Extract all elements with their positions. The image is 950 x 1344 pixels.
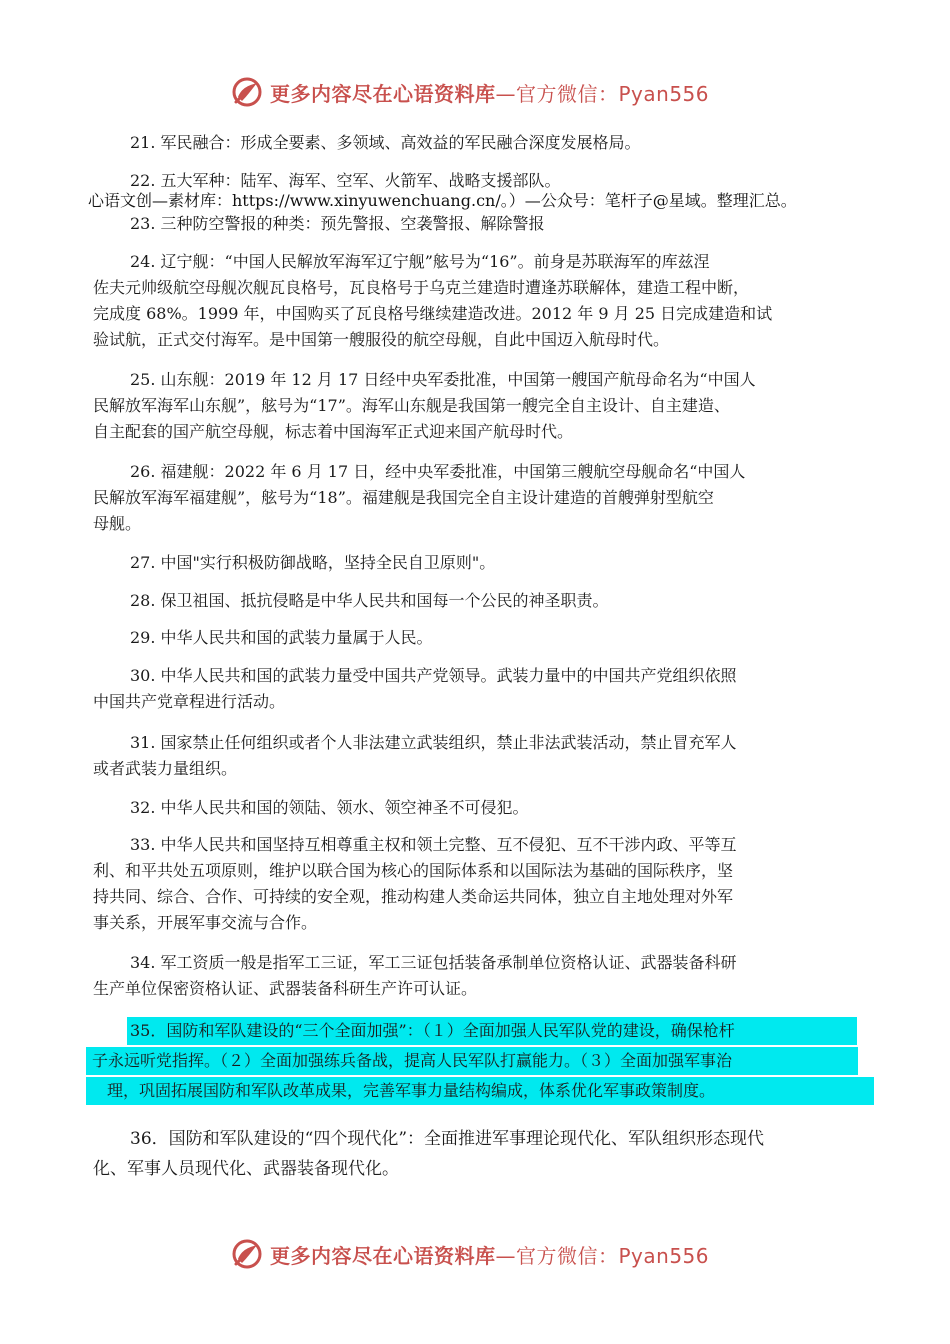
item-line: 24. 辽宁舰：“中国人民解放军海军辽宁舰”舷号为“16”。前身是苏联海军的库兹涅 [130, 252, 710, 271]
item-line: 23. 三种防空警报的种类：预先警报、空袭警报、解除警报 [130, 214, 545, 233]
banner-title: 更多内容尽在心语资料库 [270, 81, 496, 106]
item-line: 33. 中华人民共和国坚持互相尊重主权和领土完整、互不侵犯、互不干涉内政、平等互 [130, 835, 737, 854]
item-line: 30. 中华人民共和国的武装力量受中国共产党领导。武装力量中的中国共产党组织依照 [130, 666, 737, 685]
item-line: 或者武装力量组织。 [93, 759, 238, 778]
item-27 [93, 550, 865, 576]
item-line: 民解放军海军福建舰”，舷号为“18”。福建舰是我国完全自主设计建造的首艘弹射型航空 [93, 488, 714, 507]
banner-separator: — [495, 1243, 516, 1268]
item-line: 事关系，开展军事交流与合作。 [93, 913, 318, 932]
item-line: 22. 五大军种：陆军、海军、空军、火箭军、战略支援部队。 [130, 171, 561, 190]
item-32 [93, 795, 865, 821]
item-line: 36．国防和军队建设的“四个现代化”：全面推进军事理论现代化、军队组织形态现代 [130, 1129, 765, 1149]
item-line: 完成度 68%。1999 年，中国购买了瓦良格号继续建造改进。2012 年 9 月 25 日完成建造和试 [93, 304, 773, 323]
item-line: 持共同、综合、合作、可持续的安全观，推动构建人类命运共同体，独立自主地处理对外军 [93, 887, 734, 906]
item-line: 化、军事人员现代化、武器装备现代化。 [93, 1159, 399, 1179]
item-23 [93, 211, 865, 237]
item-line: 21. 军民融合：形成全要素、多领域、高效益的军民融合深度发展格局。 [130, 133, 641, 152]
item-line: 34. 军工资质一般是指军工三证，军工三证包括装备承制单位资格认证、武器装备科研 [130, 953, 737, 972]
banner-separator: — [495, 81, 516, 106]
highlight-line: 子永远听党指挥。（２）全面加强练兵备战，提高人民军队打赢能力。（３）全面加强军事治 [92, 1051, 733, 1070]
item-33 [93, 832, 865, 936]
item-line: 民解放军海军山东舰”，舷号为“17”。海军山东舰是我国第一艘完全自主设计、自主建造、 [93, 396, 730, 415]
item-28 [93, 588, 865, 614]
item-25 [93, 367, 865, 445]
source-watermark: 心语文创—素材库：https://www.xinyuwenchuang.cn/。）—公众号：笔杆子@星域。整理汇总。 [88, 191, 797, 210]
item-line: 生产单位保密资格认证、武器装备科研生产许可认证。 [93, 979, 478, 998]
item-line: 31. 国家禁止任何组织或者个人非法建立武装组织，禁止非法武装活动，禁止冒充军人 [130, 733, 737, 752]
item-line: 27. 中国"实行积极防御战略，坚持全民自卫原则"。 [130, 553, 496, 572]
brush-logo-icon [230, 1237, 264, 1271]
brush-logo-icon [230, 75, 264, 109]
item-31 [93, 730, 865, 782]
item-24 [93, 249, 865, 353]
item-line: 验试航，正式交付海军。是中国第一艘服役的航空母舰，自此中国迈入航母时代。 [93, 330, 670, 349]
banner-wechat: 官方微信：Pyan556 [516, 1243, 710, 1268]
highlight-line: 理，巩固拓展国防和军队改革成果，完善军事力量结构编成，体系优化军事政策制度。 [107, 1081, 716, 1100]
item-line: 26. 福建舰：2022 年 6 月 17 日，经中央军委批准，中国第三艘航空母舰命名“中国人 [130, 462, 746, 481]
item-line: 25. 山东舰：2019 年 12 月 17 日经中央军委批准，中国第一艘国产航母命名为“中国人 [130, 370, 756, 389]
item-line: 28. 保卫祖国、抵抗侵略是中华人民共和国每一个公民的神圣职责。 [130, 591, 609, 610]
item-line: 自主配套的国产航空母舰，标志着中国海军正式迎来国产航母时代。 [93, 422, 574, 441]
header-banner [230, 74, 730, 110]
banner-wechat: 官方微信：Pyan556 [516, 81, 710, 106]
item-line: 佐夫元帅级航空母舰次舰瓦良格号，瓦良格号于乌克兰建造时遭逢苏联解体，建造工程中断， [93, 278, 750, 297]
item-line: 利、和平共处五项原则，维护以联合国为核心的国际体系和以国际法为基础的国际秩序，坚 [93, 861, 734, 880]
item-line: 母舰。 [93, 514, 142, 533]
item-36 [93, 1124, 865, 1184]
item-34 [93, 950, 865, 1002]
item-29 [93, 625, 865, 651]
item-26 [93, 459, 865, 537]
banner-title: 更多内容尽在心语资料库 [270, 1243, 496, 1268]
item-30 [93, 663, 865, 715]
item-line: 32. 中华人民共和国的领陆、领水、领空神圣不可侵犯。 [130, 798, 529, 817]
footer-banner [230, 1236, 730, 1272]
item-line: 29. 中华人民共和国的武装力量属于人民。 [130, 628, 433, 647]
item-21 [93, 130, 865, 156]
item-line: 中国共产党章程进行活动。 [93, 692, 286, 711]
highlight-line: 35．国防和军队建设的“三个全面加强”：（１）全面加强人民军队党的建设，确保枪杆 [130, 1021, 735, 1040]
